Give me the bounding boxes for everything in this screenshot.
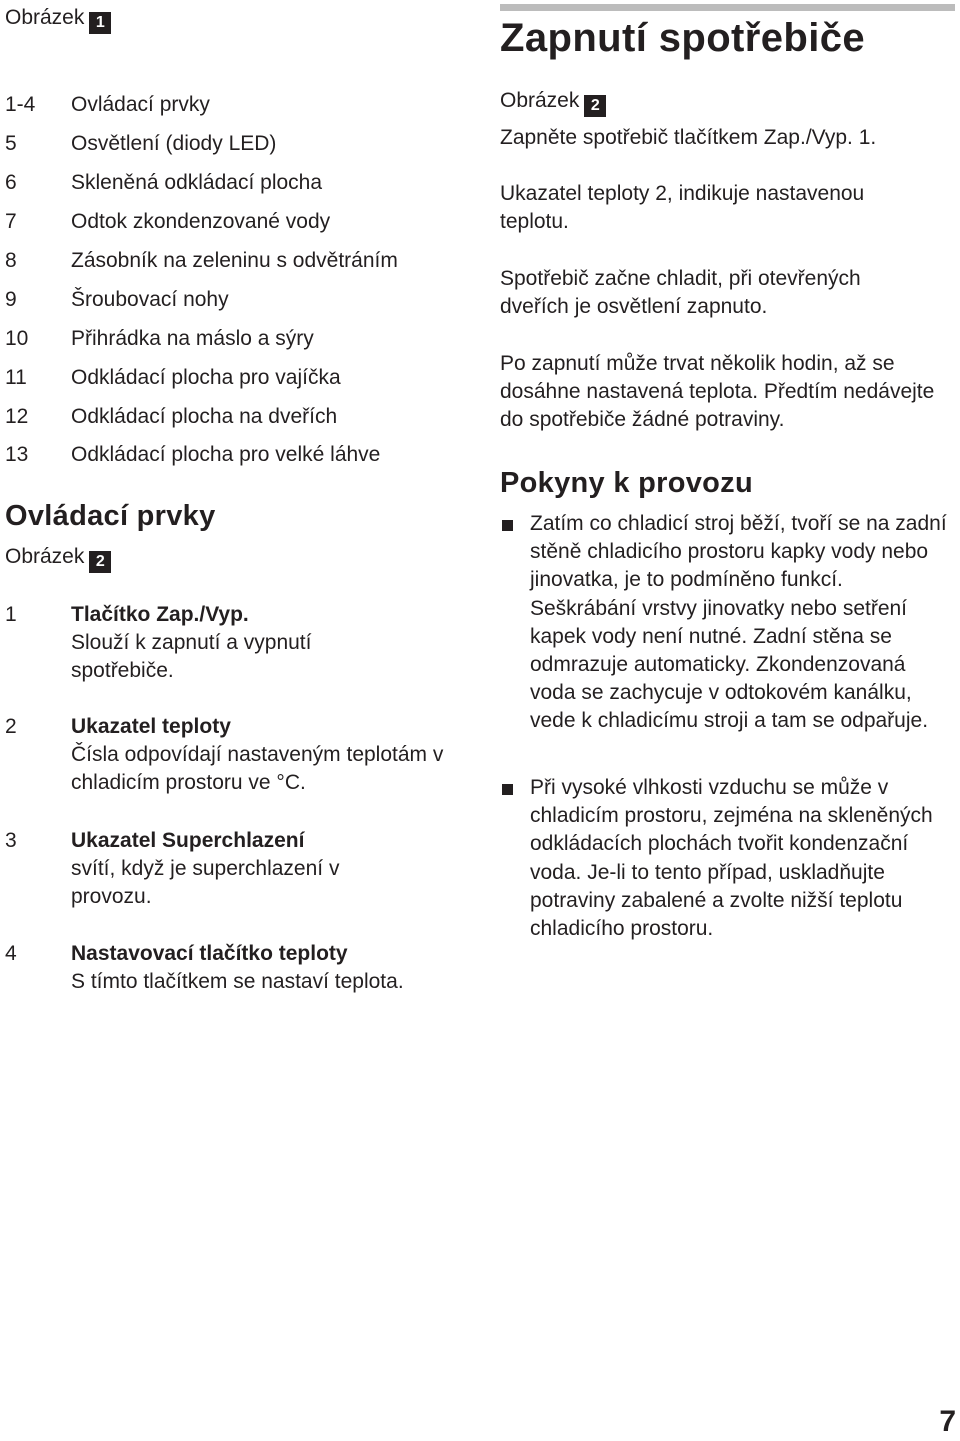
- control-body: [71, 601, 361, 685]
- control-number: 1: [5, 603, 17, 626]
- page-title: Zapnutí spotřebiče: [500, 16, 866, 60]
- bullet-item: [500, 774, 955, 943]
- parts-legend: [5, 86, 475, 475]
- control-title: Ukazatel Superchlazení: [71, 829, 305, 852]
- operation-heading: Pokyny k provozu: [500, 467, 753, 499]
- legend-number: 9: [5, 287, 17, 311]
- legend-item: [5, 280, 475, 319]
- legend-number: 1-4: [5, 93, 36, 117]
- legend-item: [5, 86, 475, 125]
- legend-number: 8: [5, 249, 17, 272]
- control-title: Ukazatel teploty: [71, 715, 231, 738]
- figure-label: Obrázek: [500, 89, 580, 112]
- bullet-square-icon: [500, 774, 530, 943]
- legend-item: [5, 164, 475, 203]
- legend-text: Odkládací plocha pro velké láhve: [71, 443, 381, 467]
- legend-number: 13: [5, 443, 29, 467]
- legend-text: Odkládací plocha na dveřích: [71, 404, 338, 428]
- paragraph: Spotřebič začne chladit, při otevřených dveřích je osvětlení zapnuto.: [500, 267, 861, 318]
- legend-number: 7: [5, 210, 17, 234]
- figure-number-box: 1: [89, 12, 111, 34]
- bullet-text: Při vysoké vlhkosti vzduchu se může v chladicím prostoru, zejména na skleněných odkládacích plochách tvořit kondenzační voda. Je-li to tento případ, uskladňujte potraviny zabalené a zvolte nižší teplotu chladicího prostoru.: [530, 776, 933, 941]
- figure-1-caption: [5, 4, 111, 34]
- control-body: [71, 713, 471, 797]
- paragraph: Ukazatel teploty 2, indikuje nastavenou teplotu.: [500, 182, 865, 233]
- title-rule: [500, 4, 955, 11]
- legend-item: [5, 397, 475, 436]
- legend-item: [5, 436, 475, 475]
- control-number: 4: [5, 942, 17, 965]
- legend-item: [5, 319, 475, 358]
- figure-2-caption: [5, 543, 111, 573]
- legend-text: Zásobník na zeleninu s odvětráním: [71, 249, 398, 272]
- paragraph: Po zapnutí může trvat několik hodin, až se dosáhne nastavená teplota. Předtím nedávejte do spotřebiče žádné potraviny.: [500, 352, 935, 431]
- legend-number: 12: [5, 404, 29, 428]
- legend-number: 10: [5, 326, 29, 350]
- legend-text: Skleněná odkládací plocha: [71, 171, 323, 195]
- legend-text: Ovládací prvky: [71, 93, 210, 117]
- control-description: Slouží k zapnutí a vypnutí spotřebiče.: [71, 631, 312, 682]
- figure-number-box: 2: [584, 95, 606, 117]
- legend-text: Odtok zkondenzované vody: [71, 210, 331, 234]
- legend-text: Osvětlení (diody LED): [71, 132, 277, 156]
- control-description: S tímto tlačítkem se nastaví teplota.: [71, 970, 404, 993]
- figure-label: Obrázek: [5, 6, 85, 29]
- control-item: [5, 601, 475, 685]
- legend-item: [5, 125, 475, 164]
- control-number: 3: [5, 829, 17, 852]
- control-item: [5, 827, 475, 911]
- legend-item: [5, 242, 475, 281]
- paragraph: Zapněte spotřebič tlačítkem Zap./Vyp. 1.: [500, 126, 877, 149]
- controls-heading: Ovládací prvky: [5, 500, 216, 532]
- legend-number: 11: [5, 365, 27, 389]
- control-description: svítí, když je superchlazení v provozu.: [71, 857, 340, 908]
- figure-2-caption: [500, 87, 606, 117]
- legend-text: Odkládací plocha pro vajíčka: [71, 365, 341, 389]
- control-item: [5, 940, 475, 996]
- page-number: 7: [939, 1405, 956, 1438]
- control-body: [71, 827, 391, 911]
- bullet-text: Zatím co chladicí stroj běží, tvoří se na zadní stěně chladicího prostoru kapky vody nebo jinovatka, je to podmíněno funkcí. Seškrábání vrstvy jinovatky nebo setření kapek vody není nutné. Zadní stěna se odmrazuje automaticky. Zkondenzovaná voda se zachycuje v odtokovém kanálku, vede k chladicímu stroji a tam se odpařuje.: [530, 512, 947, 733]
- legend-item: [5, 203, 475, 242]
- legend-item: [5, 358, 475, 397]
- figure-label: Obrázek: [5, 545, 85, 568]
- bullet-item: [500, 510, 955, 736]
- control-description: Čísla odpovídají nastaveným teplotám v chladicím prostoru ve °C.: [71, 743, 444, 794]
- legend-text: Přihrádka na máslo a sýry: [71, 326, 314, 350]
- figure-number-box: 2: [89, 551, 111, 573]
- legend-number: 5: [5, 132, 17, 156]
- control-title: Nastavovací tlačítko teploty: [71, 942, 348, 965]
- legend-number: 6: [5, 171, 17, 195]
- bullet-square-icon: [500, 510, 530, 736]
- control-item: [5, 713, 475, 797]
- legend-text: Šroubovací nohy: [71, 287, 229, 311]
- control-title: Tlačítko Zap./Vyp.: [71, 603, 249, 626]
- control-body: [71, 940, 471, 996]
- control-number: 2: [5, 715, 17, 738]
